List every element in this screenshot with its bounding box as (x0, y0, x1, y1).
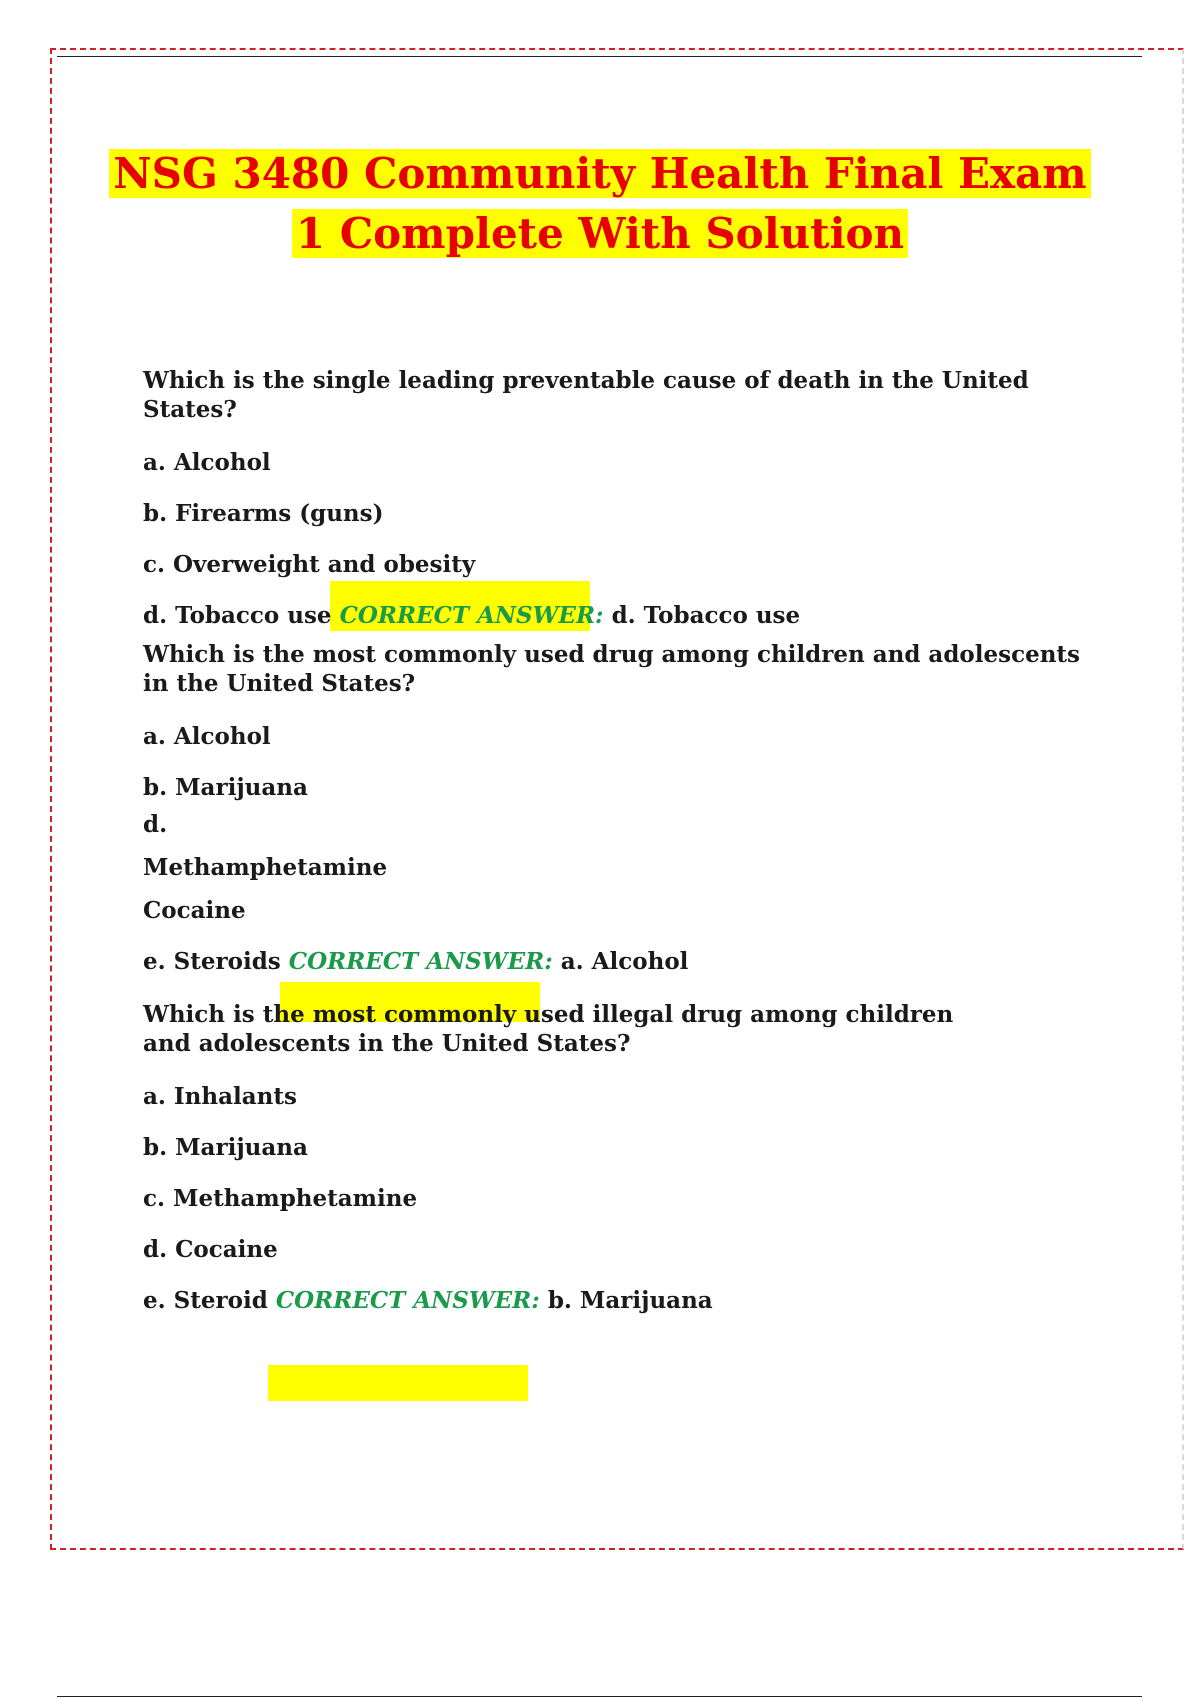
question-2-prompt: Which is the most commonly used drug among children and adolescents in the United States? (143, 641, 1081, 697)
question-2-option-methamphetamine: Methamphetamine (143, 854, 388, 881)
question-1-option-b: b. Firearms (guns) (143, 500, 384, 527)
correct-answer-label: CORRECT ANSWER: (339, 602, 604, 629)
question-3-option-c: c. Methamphetamine (143, 1185, 418, 1212)
question-2-option-e: e. Steroids (143, 948, 281, 975)
question-1-answer-line (143, 601, 1103, 630)
bottom-rule (57, 1696, 1142, 1697)
question-2-option-cocaine: Cocaine (143, 897, 246, 924)
correct-answer-label: CORRECT ANSWER: (288, 948, 553, 975)
question-3-answer: b. Marijuana (547, 1287, 713, 1314)
question-2-answer-line (143, 947, 1103, 976)
question-1-answer: d. Tobacco use (611, 602, 801, 629)
top-rule (57, 56, 1142, 57)
question-3-option-b: b. Marijuana (143, 1134, 308, 1161)
title-line-1: NSG 3480 Community Health Final Exam (109, 149, 1090, 198)
question-3-option-a: a. Inhalants (143, 1083, 297, 1110)
question-1-option-d: d. Tobacco use (143, 602, 332, 629)
document-title (100, 144, 1100, 264)
correct-answer-label: CORRECT ANSWER: (275, 1287, 540, 1314)
question-1-option-a: a. Alcohol (143, 449, 271, 476)
question-3-answer-line (143, 1286, 1103, 1315)
question-3-option-e: e. Steroid (143, 1287, 268, 1314)
highlight-block (268, 1365, 528, 1401)
question-2-option-d: d. (143, 811, 168, 838)
question-2-answer: a. Alcohol (560, 948, 689, 975)
question-1-option-c: c. Overweight and obesity (143, 551, 476, 578)
title-line-2: 1 Complete With Solution (292, 209, 908, 258)
question-1-prompt: Which is the single leading preventable cause of death in the United States? (143, 367, 1029, 423)
question-2-option-a: a. Alcohol (143, 723, 271, 750)
question-2-option-b: b. Marijuana (143, 774, 308, 801)
question-3-option-d: d. Cocaine (143, 1236, 278, 1263)
question-3-prompt: Which is the most commonly used illegal drug among children and adolescents in the United States? (143, 1001, 954, 1057)
exam-content (143, 366, 1103, 1315)
